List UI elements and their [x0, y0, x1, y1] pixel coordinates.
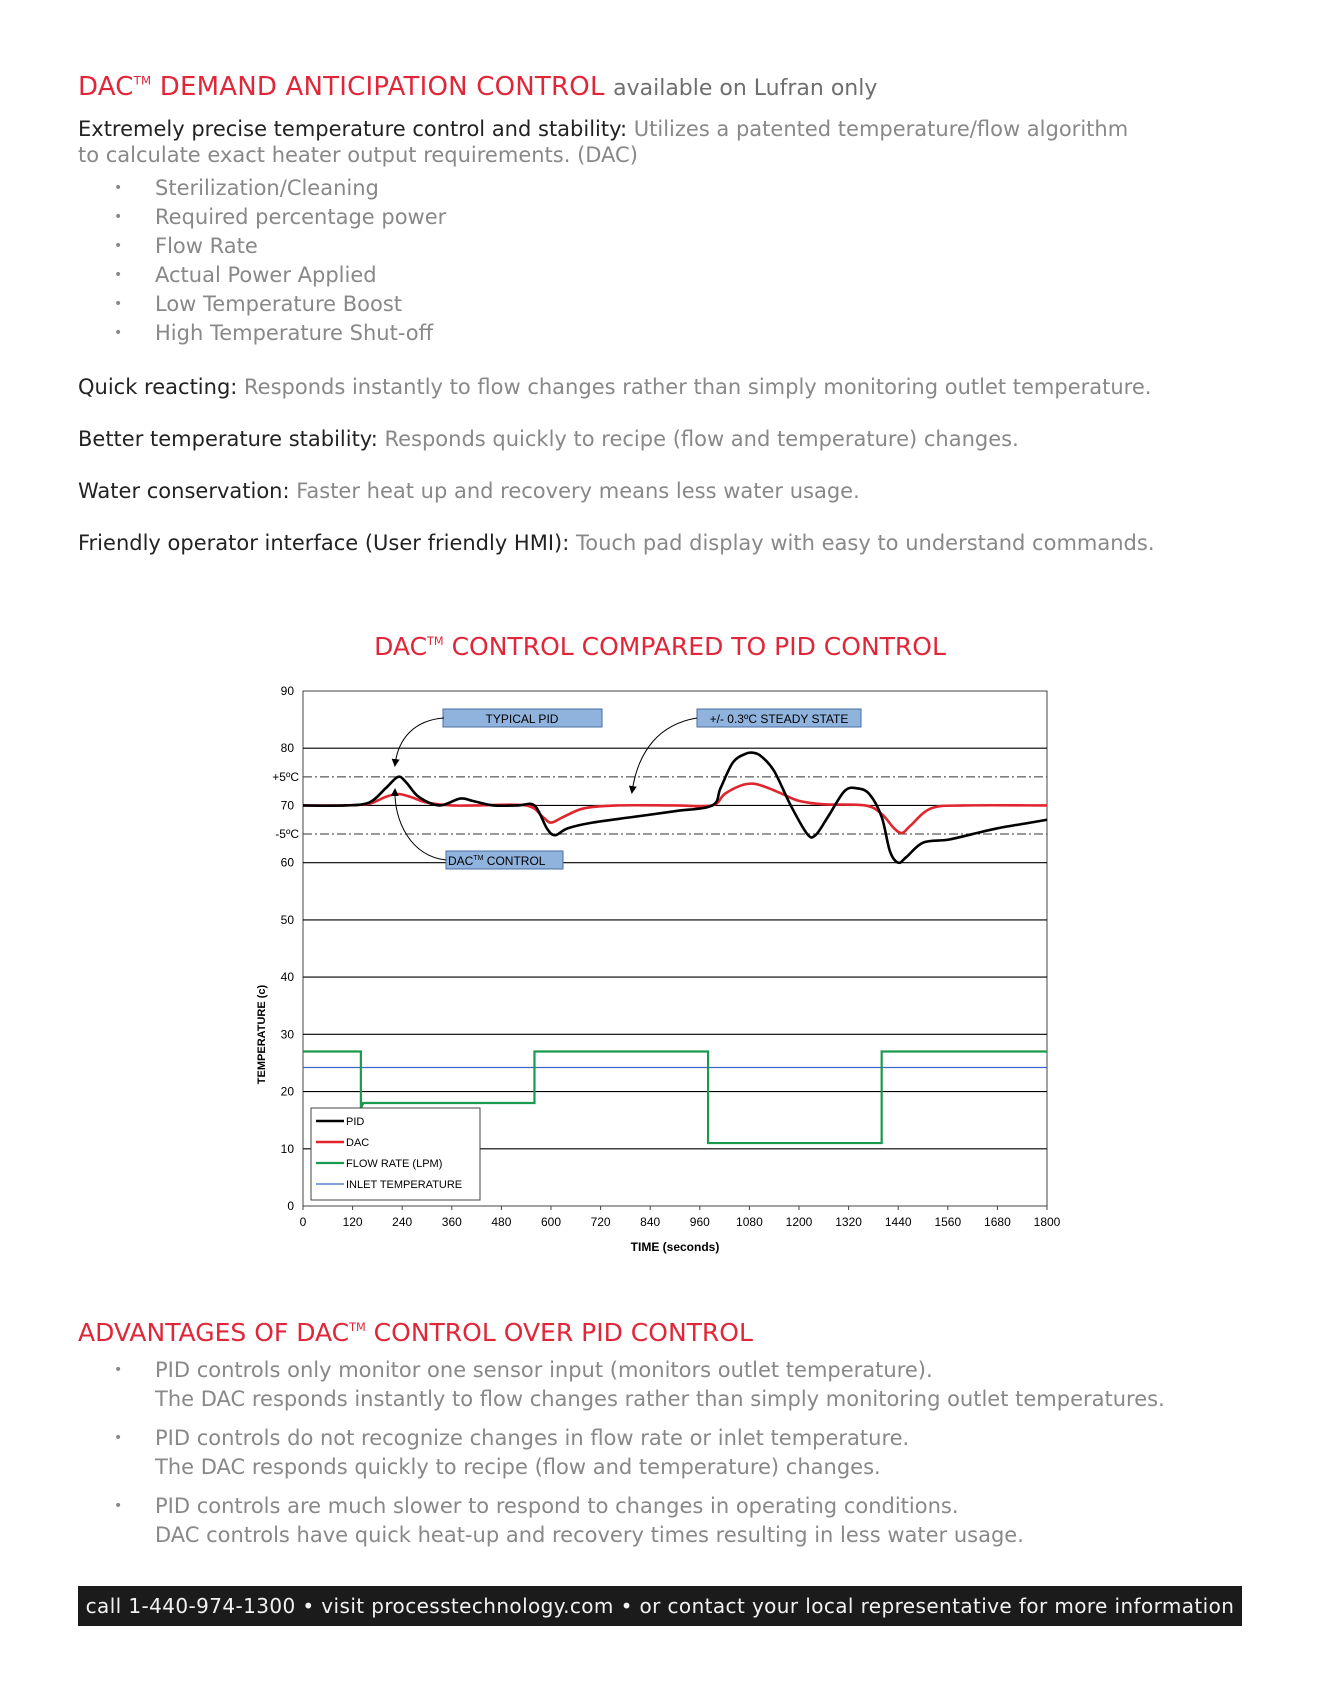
list-item: • Actual Power Applied: [110, 261, 446, 290]
list-item: • High Temperature Shut-off: [110, 319, 446, 348]
list-item: • Low Temperature Boost: [110, 290, 446, 319]
y-tick-label: 0: [287, 1199, 294, 1213]
legend-entry: DAC: [346, 1137, 370, 1149]
list-item: • Sterilization/Cleaning: [110, 174, 446, 203]
y-tick-label: 40: [280, 970, 294, 985]
y-tick-label: 80: [280, 741, 294, 756]
x-tick-label: 120: [342, 1215, 363, 1229]
y-tick-label: 30: [280, 1027, 294, 1042]
y-tick-label: 90: [280, 684, 294, 698]
y-tick-label: -5ºC: [275, 827, 299, 842]
legend-entry: FLOW RATE (LPM): [346, 1158, 443, 1170]
x-tick-label: 1560: [934, 1215, 962, 1229]
y-tick-label: 70: [280, 798, 294, 813]
x-tick-label: 840: [640, 1215, 661, 1229]
contact-footer: call 1-440-974-1300 • visit processtechnology.com • or contact your local representative for more information: [78, 1586, 1242, 1626]
x-tick-label: 1800: [1033, 1215, 1061, 1229]
annotation-typical-pid: TYPICAL PID: [485, 712, 559, 726]
list-item: • PID controls do not recognize changes in flow rate or inlet temperature. The DAC responds quickly to recipe (flow and temperature) changes.: [110, 1424, 1165, 1482]
y-tick-label: 10: [280, 1141, 294, 1156]
x-tick-label: 240: [392, 1215, 413, 1229]
y-tick-label: 60: [280, 855, 294, 870]
feature-stability: Better temperature stability: Responds quickly to recipe (flow and temperature) changes.: [78, 427, 1019, 451]
x-tick-label: 1200: [785, 1215, 813, 1229]
x-tick-label: 0: [299, 1215, 307, 1229]
annotation-steady-state: +/- 0.3ºC STEADY STATE: [709, 712, 849, 726]
annotation-dac-control: DAC™ CONTROL: [448, 854, 546, 868]
x-tick-label: 360: [441, 1215, 462, 1229]
x-axis-label: TIME (seconds): [630, 1240, 720, 1254]
list-item: • Required percentage power: [110, 203, 446, 232]
list-item: • PID controls are much slower to respond to changes in operating conditions. DAC controls have quick heat-up and recovery times resulting in less water usage.: [110, 1492, 1165, 1550]
feature-hmi: Friendly operator interface (User friendly HMI): Touch pad display with easy to understand commands.: [78, 531, 1155, 555]
temperature-chart: [240, 680, 1080, 1280]
y-tick-label: 20: [280, 1084, 294, 1099]
list-item: • PID controls only monitor one sensor input (monitors outlet temperature). The DAC responds instantly to flow changes rather than simply monitoring outlet temperatures.: [110, 1356, 1165, 1414]
x-tick-label: 1440: [884, 1215, 912, 1229]
advantages-list: [110, 1356, 1165, 1560]
feature-water: Water conservation: Faster heat up and recovery means less water usage.: [78, 479, 860, 503]
feature-quick-reacting: Quick reacting: Responds instantly to flow changes rather than simply monitoring outlet temperature.: [78, 375, 1152, 399]
x-tick-label: 480: [491, 1215, 512, 1229]
x-tick-label: 600: [540, 1215, 562, 1229]
section-title-advantages: ADVANTAGES OF DAC™ CONTROL OVER PID CONTROL: [78, 1318, 753, 1347]
feature-list: [110, 174, 446, 348]
section-title-dac: DAC™ DEMAND ANTICIPATION CONTROL available on Lufran only: [78, 72, 878, 102]
y-axis-label: TEMPERATURE (c): [256, 984, 268, 1085]
x-tick-label: 1320: [835, 1215, 862, 1229]
chart-title: DAC™ CONTROL COMPARED TO PID CONTROL: [374, 632, 946, 661]
x-tick-label: 1080: [736, 1215, 763, 1229]
x-tick-label: 1680: [984, 1215, 1011, 1229]
legend-entry: PID: [346, 1116, 365, 1128]
list-item: • Flow Rate: [110, 232, 446, 261]
y-tick-label: +5ºC: [272, 769, 299, 784]
section-subtitle: available on Lufran only: [613, 76, 878, 101]
x-tick-label: 720: [590, 1215, 611, 1229]
intro-paragraph: Extremely precise temperature control and stability: Utilizes a patented temperature/flow algorithm to calculate exact heater output requirements. (DAC): [78, 117, 1129, 167]
legend-entry: INLET TEMPERATURE: [346, 1179, 463, 1191]
y-tick-label: 50: [280, 912, 294, 927]
x-tick-label: 960: [689, 1215, 710, 1229]
